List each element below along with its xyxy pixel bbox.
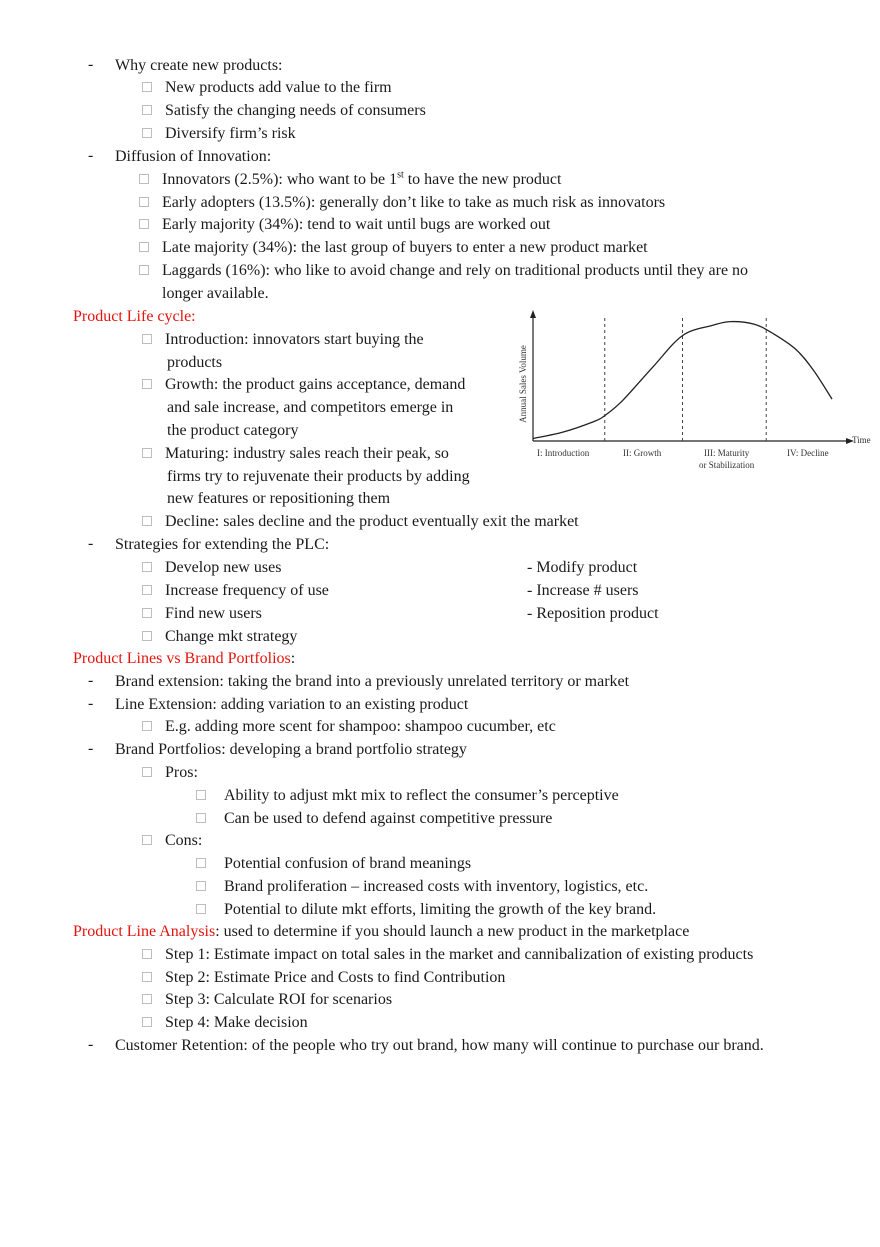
analysis-step: Step 1: Estimate impact on total sales in the market and cannibalization of existing products	[165, 946, 754, 963]
diffusion-item-continued: longer available.	[162, 285, 269, 302]
analysis-heading-row	[73, 922, 689, 942]
bullet-dash: -	[88, 740, 94, 757]
y-axis-label: Annual Sales Volume	[518, 345, 528, 423]
pros-item: Ability to adjust mkt mix to reflect the consumer’s perceptive	[224, 787, 619, 804]
checkbox-bullet-icon	[142, 379, 152, 389]
checkbox-bullet-icon	[142, 767, 152, 777]
why-item: Satisfy the changing needs of consumers	[165, 102, 426, 119]
plc-growth-cont: and sale increase, and competitors emerge in	[167, 399, 454, 416]
brand-portfolios: Brand Portfolios: developing a brand portfolio strategy	[115, 741, 467, 758]
strategy-left: Find new users	[165, 605, 262, 622]
checkbox-bullet-icon	[142, 516, 152, 526]
lines-heading: Product Lines vs Brand Portfolios	[73, 650, 291, 667]
checkbox-bullet-icon	[196, 790, 206, 800]
bullet-dash: -	[88, 147, 94, 164]
checkbox-bullet-icon	[139, 197, 149, 207]
line-extension: Line Extension: adding variation to an existing product	[115, 696, 469, 713]
checkbox-bullet-icon	[142, 835, 152, 845]
why-heading: Why create new products:	[115, 57, 283, 74]
checkbox-bullet-icon	[142, 585, 152, 595]
bullet-dash: -	[88, 1036, 94, 1053]
stage-label-maturity: III: Maturity	[704, 448, 750, 458]
analysis-step: Step 2: Estimate Price and Costs to find Contribution	[165, 969, 506, 986]
checkbox-bullet-icon	[142, 631, 152, 641]
strategy-left: Develop new uses	[165, 559, 282, 576]
cons-heading: Cons:	[165, 832, 203, 849]
diffusion-item-innovators	[162, 170, 561, 190]
diffusion-item: Late majority (34%): the last group of buyers to enter a new product market	[162, 239, 648, 256]
checkbox-bullet-icon	[142, 128, 152, 138]
diffusion-item: Early adopters (13.5%): generally don’t like to take as much risk as innovators	[162, 194, 666, 211]
why-item: New products add value to the firm	[165, 79, 392, 96]
analysis-heading: Product Line Analysis	[73, 923, 216, 940]
stage-label-growth: II: Growth	[623, 448, 662, 458]
stage-label-decline: IV: Decline	[787, 448, 829, 458]
why-item: Diversify firm’s risk	[165, 125, 296, 142]
brand-extension: Brand extension: taking the brand into a previously unrelated territory or market	[115, 673, 630, 690]
lines-heading-colon: :	[290, 650, 296, 667]
checkbox-bullet-icon	[142, 334, 152, 344]
strategy-right: - Modify product	[527, 559, 638, 576]
checkbox-bullet-icon	[142, 82, 152, 92]
checkbox-bullet-icon	[142, 1017, 152, 1027]
checkbox-bullet-icon	[196, 858, 206, 868]
plc-intro: Introduction: innovators start buying the	[165, 331, 424, 348]
diffusion-item: Early majority (34%): tend to wait until bugs are worked out	[162, 216, 551, 233]
plc-growth: Growth: the product gains acceptance, demand	[165, 376, 466, 393]
bullet-dash: -	[88, 535, 94, 552]
innovators-text-rest: to have the new product	[403, 171, 562, 188]
analysis-step: Step 3: Calculate ROI for scenarios	[165, 991, 393, 1008]
stage-label-maturity-cont: or Stabilization	[699, 460, 755, 470]
plc-chart	[510, 304, 880, 480]
y-axis-arrow-icon	[530, 310, 536, 318]
checkbox-bullet-icon	[142, 994, 152, 1004]
pros-heading: Pros:	[165, 764, 198, 781]
checkbox-bullet-icon	[142, 105, 152, 115]
bullet-dash: -	[88, 695, 94, 712]
x-axis-label: Time	[852, 435, 871, 445]
checkbox-bullet-icon	[142, 721, 152, 731]
plc-heading: Product Life cycle:	[73, 308, 196, 325]
strategy-right: - Reposition product	[527, 605, 659, 622]
strategy-left: Increase frequency of use	[165, 582, 329, 599]
checkbox-bullet-icon	[142, 608, 152, 618]
stage-boundaries	[605, 318, 766, 441]
stage-label-introduction: I: Introduction	[537, 448, 590, 458]
line-extension-example: E.g. adding more scent for shampoo: shampoo cucumber, etc	[165, 718, 556, 735]
pros-item: Can be used to defend against competitive pressure	[224, 810, 553, 827]
plc-maturing: Maturing: industry sales reach their peak, so	[165, 445, 449, 462]
checkbox-bullet-icon	[196, 813, 206, 823]
analysis-heading-rest: : used to determine if you should launch a new product in the marketplace	[215, 923, 690, 940]
diffusion-item: Laggards (16%): who like to avoid change and rely on traditional products until they are no	[162, 262, 749, 279]
checkbox-bullet-icon	[196, 881, 206, 891]
strategy-left: Change mkt strategy	[165, 628, 298, 645]
checkbox-bullet-icon	[139, 242, 149, 252]
checkbox-bullet-icon	[142, 448, 152, 458]
innovators-text: Innovators (2.5%): who want to be 1	[162, 171, 398, 188]
cons-item: Potential confusion of brand meanings	[224, 855, 472, 872]
customer-retention: Customer Retention: of the people who try out brand, how many will continue to purchase our brand.	[115, 1037, 764, 1054]
plc-decline: Decline: sales decline and the product eventually exit the market	[165, 513, 579, 530]
strategy-right: - Increase # users	[527, 582, 639, 599]
checkbox-bullet-icon	[196, 904, 206, 914]
bullet-dash: -	[88, 56, 94, 73]
plc-maturing-cont: new features or repositioning them	[167, 490, 391, 507]
strategies-heading: Strategies for extending the PLC:	[115, 536, 330, 553]
checkbox-bullet-icon	[142, 972, 152, 982]
innovators-superscript: st	[397, 169, 404, 181]
cons-item: Brand proliferation – increased costs with inventory, logistics, etc.	[224, 878, 649, 895]
plc-growth-cont: the product category	[167, 422, 299, 439]
checkbox-bullet-icon	[139, 265, 149, 275]
lines-heading-row	[73, 649, 295, 669]
analysis-step: Step 4: Make decision	[165, 1014, 308, 1031]
checkbox-bullet-icon	[142, 949, 152, 959]
checkbox-bullet-icon	[139, 174, 149, 184]
plc-intro-cont: products	[167, 354, 223, 371]
plc-maturing-cont: firms try to rejuvenate their products by adding	[167, 468, 470, 485]
bullet-dash: -	[88, 672, 94, 689]
checkbox-bullet-icon	[139, 219, 149, 229]
diffusion-heading: Diffusion of Innovation:	[115, 148, 272, 165]
checkbox-bullet-icon	[142, 562, 152, 572]
cons-item: Potential to dilute mkt efforts, limiting the growth of the key brand.	[224, 901, 657, 918]
